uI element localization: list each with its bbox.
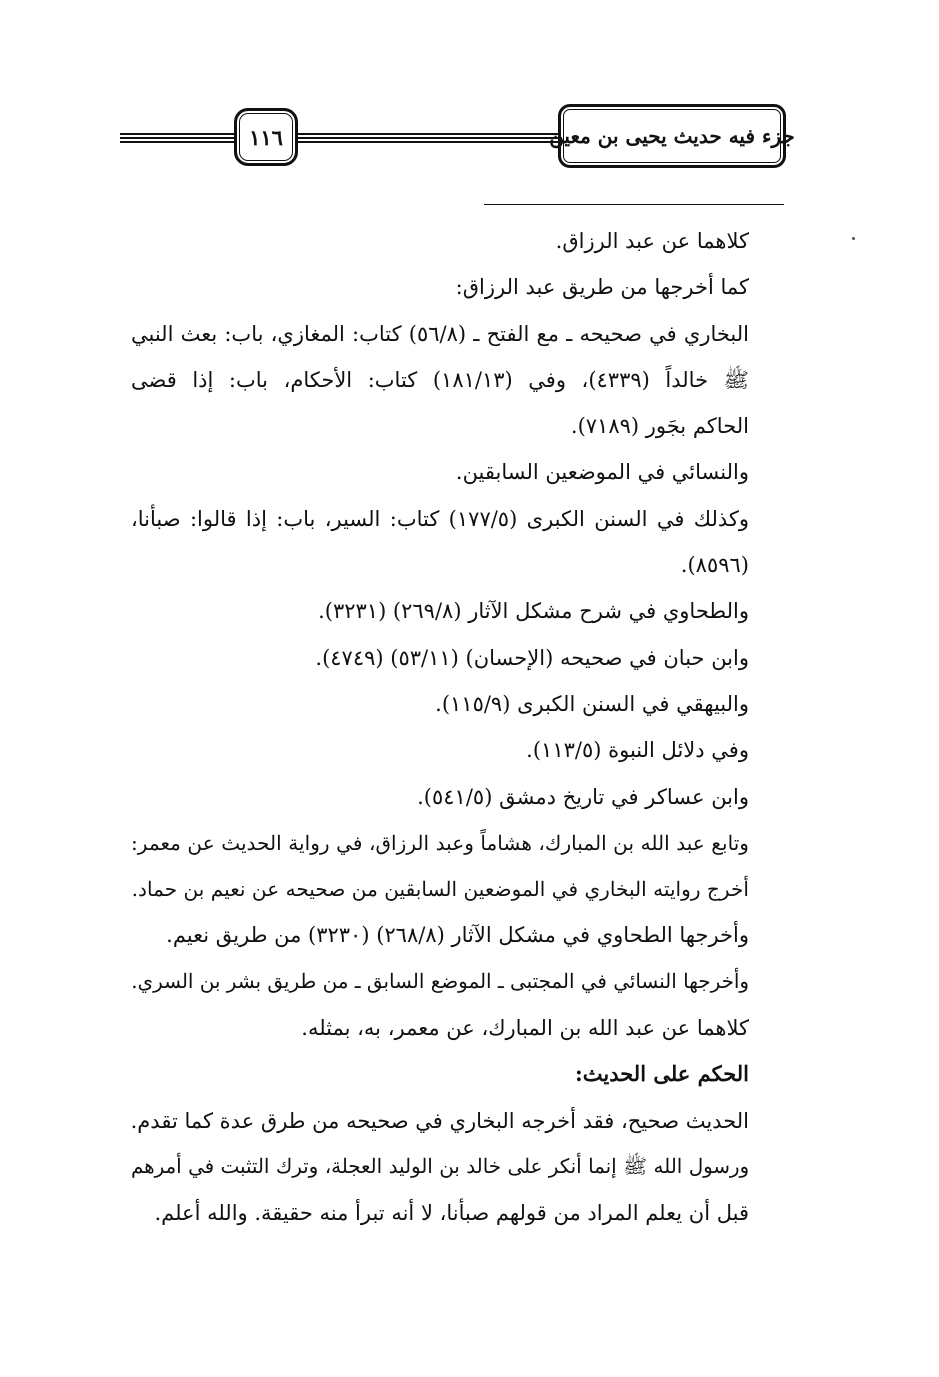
text-line: والبيهقي في السنن الكبرى (١١٥/٩). [435,691,749,716]
text-line: وفي دلائل النبوة (١١٣/٥). [526,738,749,763]
text-line: وكذلك في السنن الكبرى (١٧٧/٥) كتاب: السير، باب: إذا قالوا: صبأنا، [131,506,749,531]
text-line: الحاكم بجَور (٧١٨٩). [570,414,749,439]
text-line: ﷺ خالداً (٤٣٣٩)، وفي (١٨١/١٣) كتاب: الأحكام، باب: إذا قضى [131,367,749,392]
text-line: كما أخرجها من طريق عبد الرزاق: [455,275,749,300]
header-rule [120,141,240,143]
page-header [120,104,795,168]
text-line: وتابع عبد الله بن المبارك، هشاماً وعبد الرزاق، في رواية الحديث عن معمر: [131,830,749,855]
section-heading: الحكم على الحديث: [575,1061,749,1087]
text-line: والنسائي في الموضعين السابقين. [455,460,749,485]
text-line: قبل أن يعلم المراد من قولهم صبأنا، لا أنه تبرأ منه حقيقة. والله أعلم. [154,1201,749,1226]
text-line: (٨٥٩٦). [680,553,749,578]
header-rule [120,133,240,135]
text-line: البخاري في صحيحه ـ مع الفتح ـ (٥٦/٨) كتاب: المغازي، باب: بعث النبي [131,321,749,346]
text-line: وابن عساكر في تاريخ دمشق (٥٤١/٥). [417,784,749,809]
text-line: ورسول الله ﷺ إنما أنكر على خالد بن الوليد العجلة، وترك التثبت في أمرهم [131,1154,749,1178]
scan-speck [852,237,855,240]
text-line: وأخرجها الطحاوي في مشكل الآثار (٢٦٨/٨) (٣٢٣٠) من طريق نعيم. [166,923,749,948]
header-rule [285,137,561,139]
header-rule [285,141,561,143]
text-line: كلاهما عن عبد الرزاق. [555,229,749,253]
text-line: والطحاوي في شرح مشكل الآثار (٢٦٩/٨) (٣٢٣١). [318,599,749,624]
text-line: الحديث صحيح، فقد أخرجه البخاري في صحيحه من طرق عدة كما تقدم. [130,1108,749,1133]
text-line: كلاهما عن عبد الله بن المبارك، عن معمر، به، بمثله. [301,1016,749,1041]
page-number: ١١٦ [234,108,298,166]
text-line: وأخرجها النسائي في المجتبى ـ الموضع السابق ـ من طريق بشر بن السري. [131,969,749,993]
header-rule [285,133,561,135]
footnote-body [131,218,749,1237]
text-line: وابن حبان في صحيحه (الإحسان) (٥٣/١١) (٤٧٤٩). [315,645,749,670]
book-title: جزء فيه حديث يحيى بن معين [558,104,786,168]
text-line: أخرج روايته البخاري في الموضعين السابقين من صحيحه عن نعيم بن حماد. [131,877,749,902]
footnote-separator [484,204,784,205]
header-rule [120,137,240,139]
